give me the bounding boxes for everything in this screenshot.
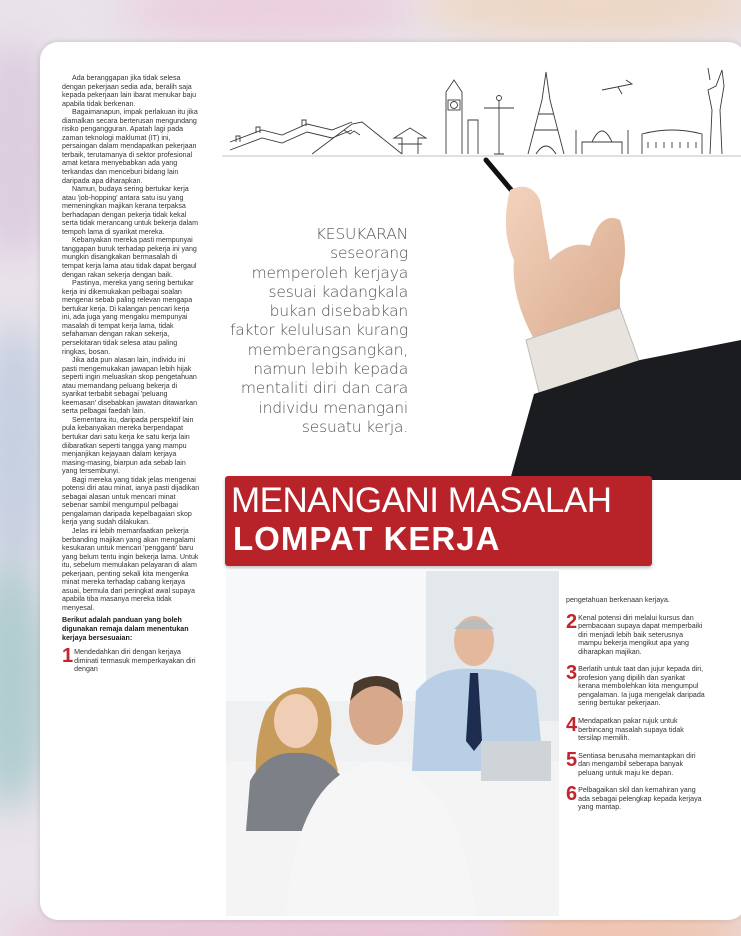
pull-quote-line: bukan disebabkan (269, 302, 408, 321)
tip-item (566, 783, 706, 812)
job-interview-photo (226, 571, 559, 916)
paragraph: Ada beranggapan jika tidak selesa dengan pekerjaan sedia ada, beralih saja kepada pekerjaan lain ibarat menukar baju apabila tidak berkenan. (62, 74, 197, 108)
tip-item (566, 714, 706, 743)
tip-number: 2 (566, 610, 578, 633)
paragraph: Kebanyakan mereka pasti mempunyai tanggapan buruk terhadap pekerja ini yang mungkin disangkakan bermasalah di tempat kerja lama atau tidak dapat bergaul dengan rakan sekerja dengan baik. (62, 236, 197, 279)
paragraph: Bagaimanapun, impak perlakuan itu jika diamalkan secara berterusan mengundang risiko pengangguran. Apatah lagi pada zaman teknologi maklumat (IT) ini, persaingan dalam mendapatkan pekerjaan terbaik, terutamanya di sektor profesional amat ketara menyebabkan ada yang terkandas dan menceburi bidang lain daripada apa diharapkan. (62, 108, 198, 185)
pull-quote-line: KESUKARAN (315, 225, 408, 243)
tip-item (62, 645, 200, 674)
tip-text: Mendapatkan pakar rujuk untuk berbincang masalah supaya tidak tersilap memilih. (578, 717, 684, 743)
headline-banner (225, 476, 652, 566)
tip-number: 6 (566, 783, 578, 806)
guide-heading: Berikut adalah panduan yang boleh digunakan remaja dalam menentukan kerjaya bersesuaian: (62, 616, 189, 642)
left-text-column (62, 74, 200, 674)
paragraph: Pastinya, mereka yang sering bertukar kerja ini dikemukakan pelbagai soalan mengenai sebab paling relevan mengapa bertukar kerja. Di kalangan pencari kerja ini, ada juga yang mengaku mempunyai masalah di tempat kerja lama, tidak sefahaman dengan rakan sekerja, persekitaran tidak selesa atau paling ringkas, bosan. (62, 279, 194, 356)
tip-number: 3 (566, 662, 578, 685)
tip-text: Sentiasa berusaha memantapkan diri dan mengambil seberapa banyak peluang untuk maju ke depan. (578, 751, 696, 777)
tip-text: Mendedahkan diri dengan kerjaya diminati termasuk memperkayakan diri dengan (74, 648, 196, 674)
pull-quote-line: seseorang (330, 244, 408, 263)
pull-quote (228, 225, 408, 437)
tip-item (566, 662, 706, 708)
tip-text: Pelbagaikan skil dan kemahiran yang ada sebagai pelengkap kepada kerjaya yang mantap. (578, 786, 702, 812)
pull-quote-line: sesuai kadangkala (268, 282, 408, 301)
tip-number: 1 (62, 645, 74, 668)
headline-line-1: MENANGANI MASALAH (231, 481, 612, 520)
tip-number: 5 (566, 748, 578, 771)
tip-item (566, 610, 706, 657)
paragraph: Jelas ini lebih memanfaatkan pekerja berbanding majikan yang akan mengalami kesukaran untuk mencari 'pengganti' baru yang belum tentu ingin bekerja lama. Untuk itu, sebelum memulakan pelayaran di alam pekerjaan, penting sekali kita mengenka minat mereka terhadap cabang kerjaya asuai, bermula dari peringkat awal supaya apabila tiba masanya mereka tidak menyesal. (62, 526, 199, 612)
right-text-column (566, 596, 706, 812)
tip-text: Kenal potensi diri melalui kursus dan pembacaan supaya dapat memperbaiki diri menjadi lebih baik seterusnya mampu bekerja mengikut apa yang diharapkan majikan. (578, 613, 703, 656)
headline-line-2: LOMPAT KERJA (233, 520, 501, 557)
tip-text: Berlatih untuk taat dan jujur kepada diri, profesion yang dipilih dan syarikat kerana membolehkan kita mengumpul pengalaman. Ia juga mengelak daripada sering bertukar pekerjaan. (578, 665, 705, 708)
pull-quote-line: namun lebih kepada (253, 360, 408, 379)
pull-quote-line: memperoleh kerjaya (251, 263, 408, 282)
paragraph: Jika ada pun alasan lain, individu ini pasti mengemukakan jawapan lebih hijak seperti ingin meluaskan skop pengetahuan atau memandang peluang bekerja di syarikat terbabit sebagai 'peluang keemasan' disebabkan jawatan ditawarkan serta pelbagai faedah lain. (62, 356, 198, 416)
pull-quote-line: memberangsangkan, (247, 340, 408, 359)
paragraph: Sementara itu, daripada perspektif lain pula kebanyakan mereka berpendapat bertukar dari satu kerja ke satu kerja lain diibaratkan seperti tangga yang mampu menjanjikan kejayaan dalam kerjaya masing-masing, biarpun ada sebab lain yang tersembunyi. (62, 415, 194, 476)
pull-quote-line: individu menangani (258, 398, 408, 417)
hand-holding-pen-image (470, 150, 741, 480)
tip-item (566, 748, 706, 778)
pull-quote-line: mentaliti diri dan cara (240, 379, 408, 398)
paragraph: Bagi mereka yang tidak jelas mengenai potensi diri atau minat, ianya pasti dijadikan sebagai alasan untuk mencari minat sebenar sambil mengumpul pelbagai pengalaman daripada kepelbagaian skop kerja yang sudah dilakukan. (62, 475, 200, 527)
paragraph: pengetahuan berkenaan kerjaya. (566, 596, 670, 604)
pull-quote-line: faktor kelulusan kurang (229, 321, 408, 340)
pull-quote-line: sesuatu kerja. (301, 417, 408, 436)
tip-number: 4 (566, 714, 578, 737)
paragraph: Namun, budaya sering bertukar kerja atau 'job-hopping' antara satu isu yang memeningkan majikan kerana terpaksa berhadapan dengan pekerja tidak kekal serta tidak merancang untuk bekerja dalam tempoh lama di syarikat mereka. (62, 185, 199, 236)
